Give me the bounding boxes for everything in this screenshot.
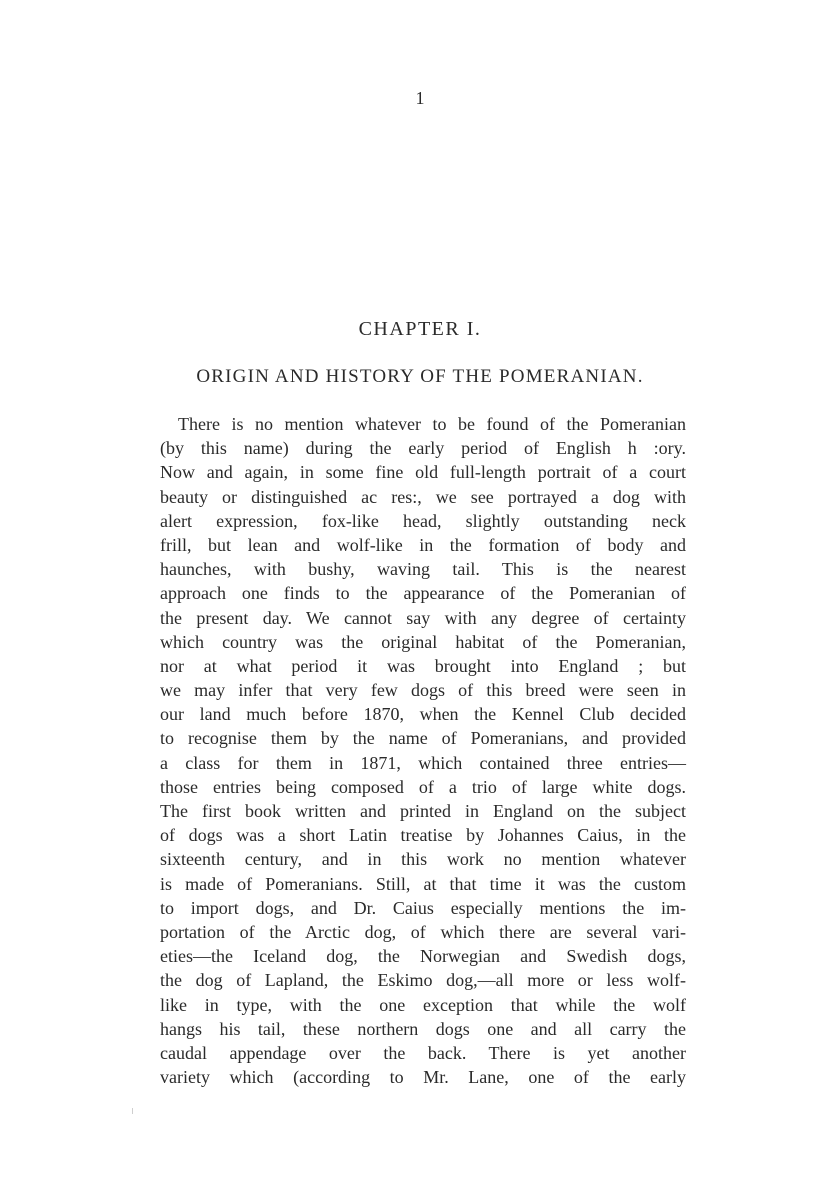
text-line: caudal appendage over the back. There is yet another <box>160 1042 686 1063</box>
text-line: The first book written and printed in England on the subject <box>160 801 686 821</box>
text-line: portation of the Arctic dog, of which there are several vari- <box>160 921 686 942</box>
text-line: There is no mention whatever to be found of the Pomeranian <box>178 414 686 434</box>
text-line: which country was the original habitat of the Pomeranian, <box>160 631 686 652</box>
chapter-heading: CHAPTER I. <box>358 318 482 340</box>
body-paragraph <box>160 412 686 1089</box>
scan-artifact <box>132 1108 133 1114</box>
text-line: beauty or distinguished ac res:, we see portrayed a dog with <box>160 486 686 507</box>
page-number: 1 <box>415 88 425 108</box>
text-line: like in type, with the one exception that while the wolf <box>160 994 686 1015</box>
text-line: nor at what period it was brought into England ; but <box>160 655 686 676</box>
text-line: a class for them in 1871, which contained three entries— <box>160 752 686 773</box>
text-line: approach one finds to the appearance of the Pomeranian of <box>160 583 686 604</box>
text-line: we may infer that very few dogs of this breed were seen in <box>160 680 686 701</box>
text-line: those entries being composed of a trio of large white dogs. <box>160 776 686 797</box>
text-line: frill, but lean and wolf-like in the formation of body and <box>160 534 686 555</box>
chapter-title: ORIGIN AND HISTORY OF THE POMERANIAN. <box>196 366 644 387</box>
text-line: is made of Pomeranians. Still, at that time it was the custom <box>160 873 686 894</box>
text-line: sixteenth century, and in this work no mention whatever <box>160 849 686 870</box>
text-line: of dogs was a short Latin treatise by Johannes Caius, in the <box>160 825 686 846</box>
text-line: the present day. We cannot say with any degree of certainty <box>160 607 686 628</box>
text-line: to recognise them by the name of Pomeranians, and provided <box>160 728 686 749</box>
text-line: Now and again, in some fine old full-length portrait of a court <box>160 462 686 483</box>
text-line: our land much before 1870, when the Kennel Club decided <box>160 704 686 725</box>
text-line: (by this name) during the early period of English h :ory. <box>160 438 686 459</box>
text-line: to import dogs, and Dr. Caius especially mentions the im- <box>160 897 686 918</box>
text-line: haunches, with bushy, waving tail. This is the nearest <box>160 559 686 580</box>
text-line: the dog of Lapland, the Eskimo dog,—all more or less wolf- <box>160 970 686 991</box>
text-line: alert expression, fox-like head, slightly outstanding neck <box>160 510 686 531</box>
text-line: hangs his tail, these northern dogs one and all carry the <box>160 1018 686 1039</box>
text-line: variety which (according to Mr. Lane, one of the early <box>160 1067 686 1088</box>
text-line: eties—the Iceland dog, the Norwegian and Swedish dogs, <box>160 946 686 967</box>
